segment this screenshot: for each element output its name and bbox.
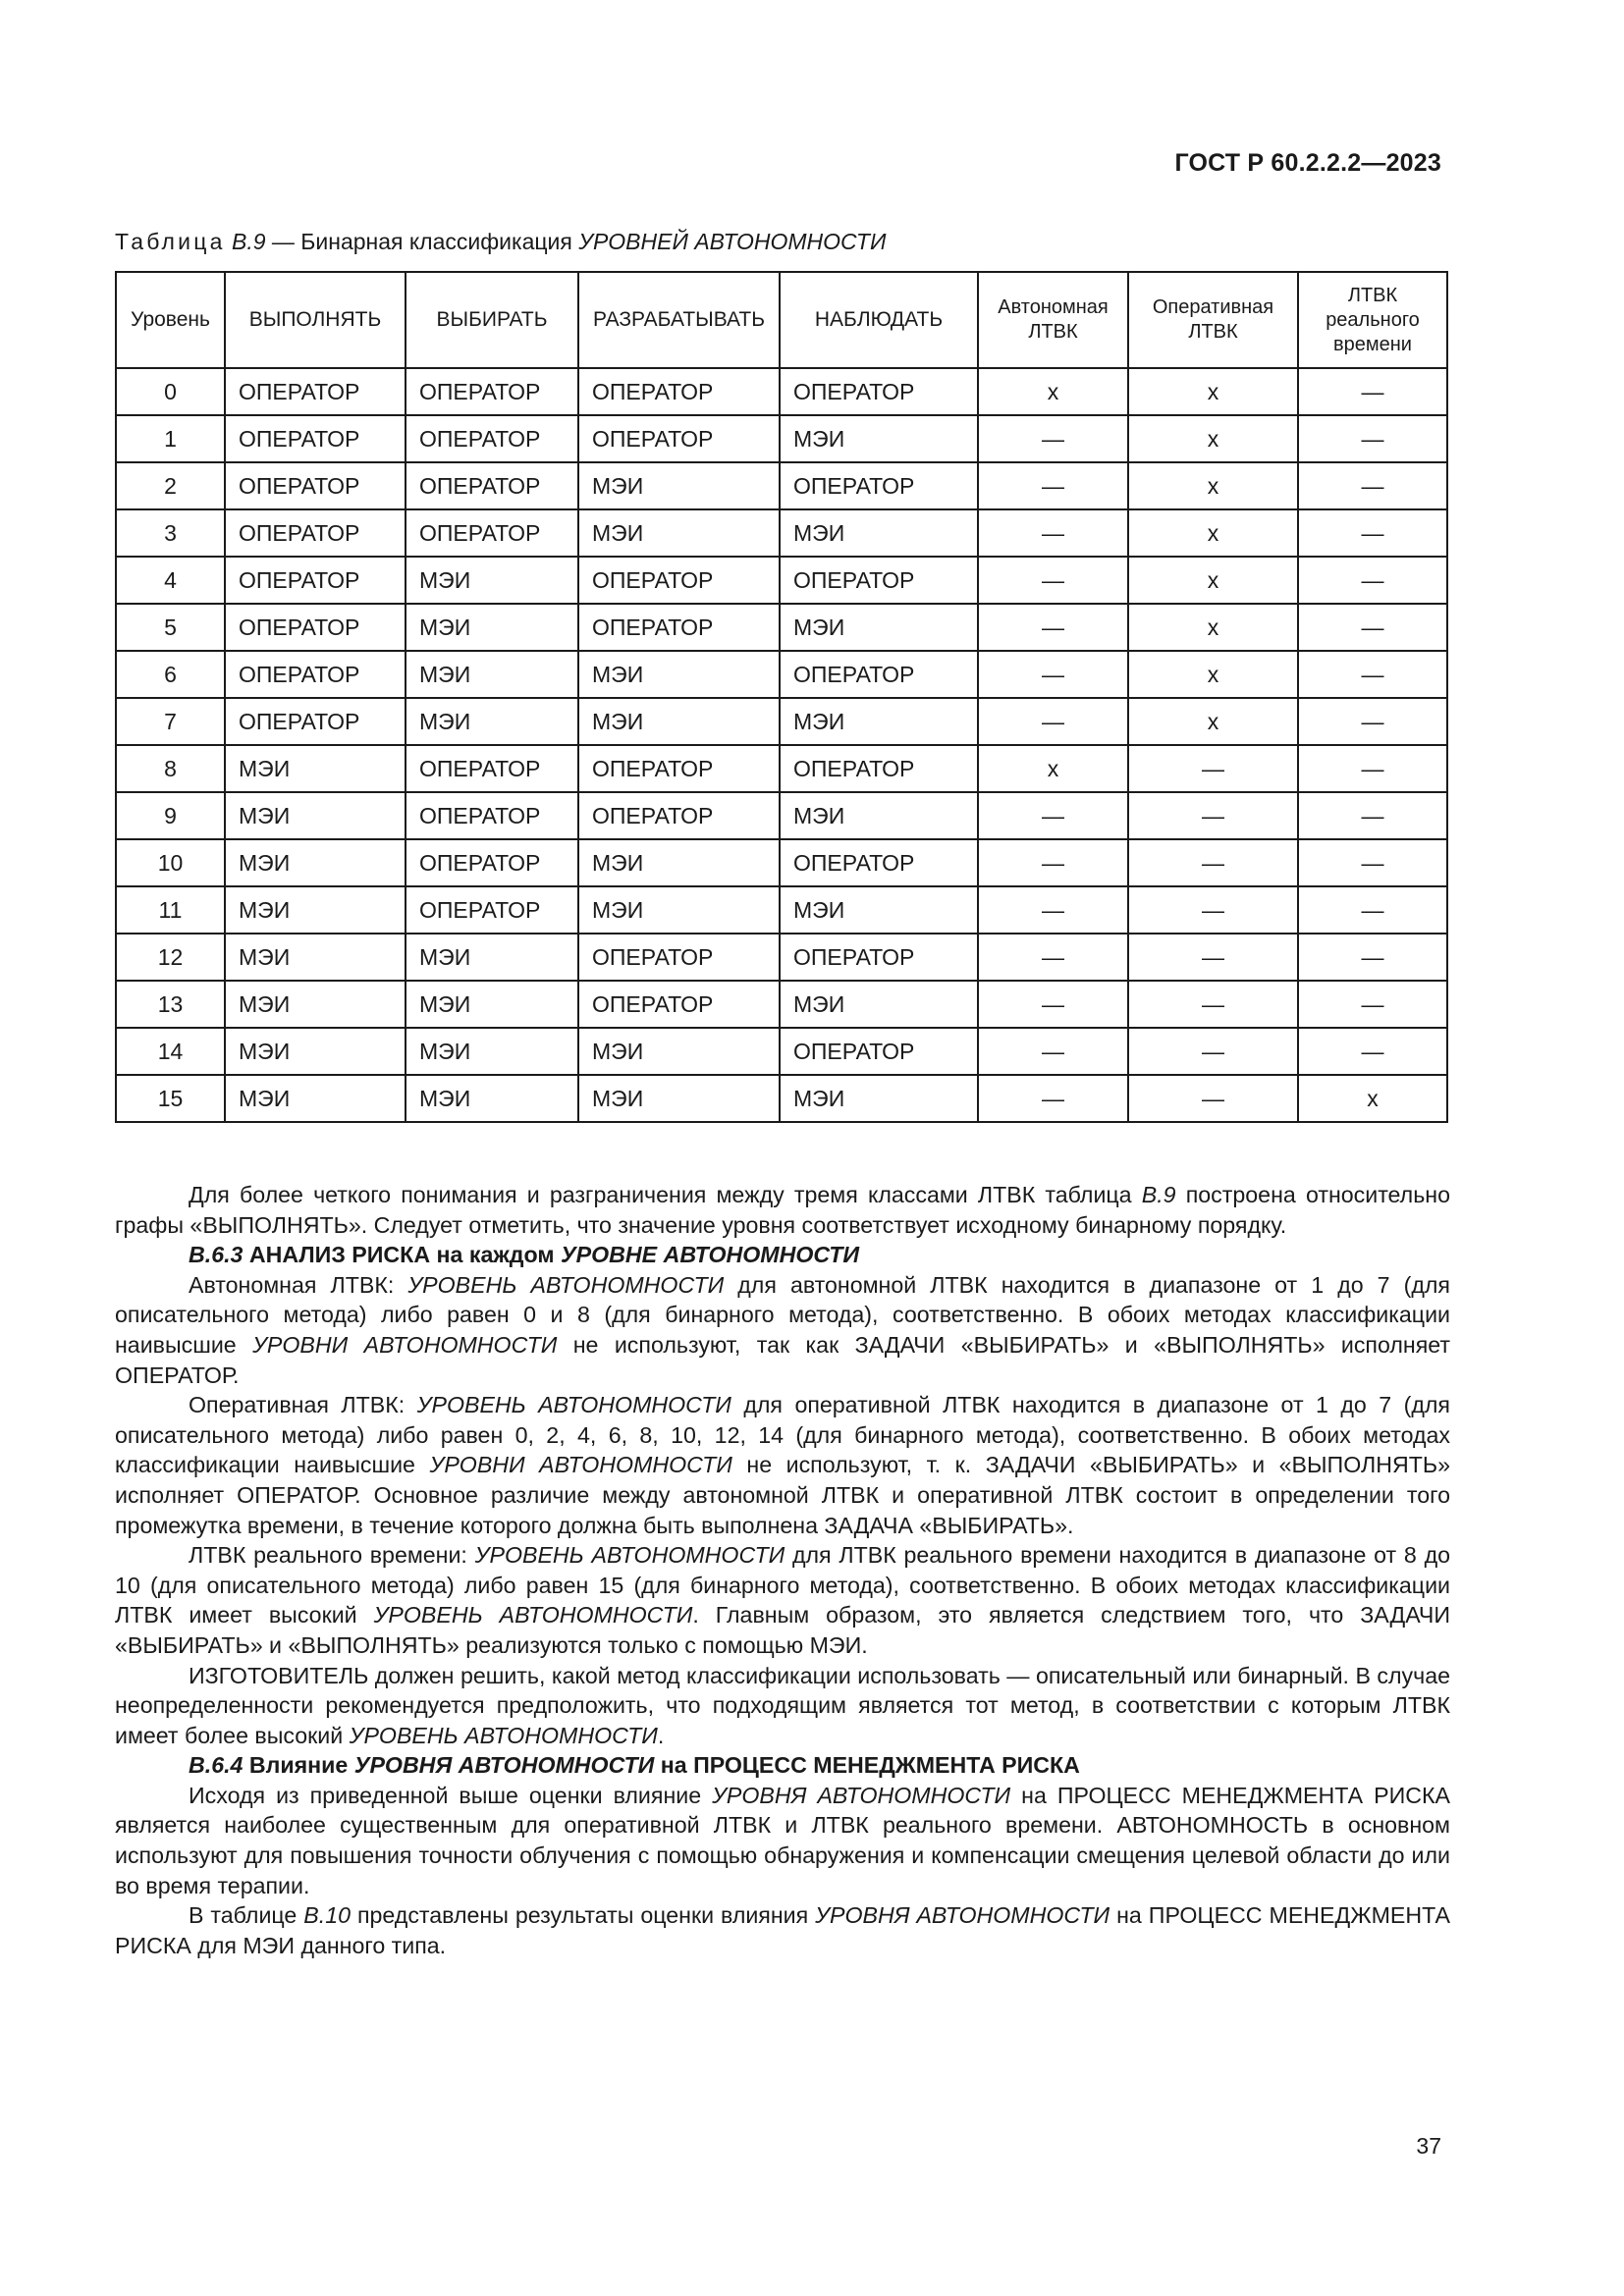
cell-select: МЭИ [406,1075,578,1122]
col-header-develop: РАЗРАБАТЫВАТЬ [578,272,780,368]
cell-observe: ОПЕРАТОР [780,839,978,886]
italic-term: B.9 [1141,1182,1176,1207]
page-number: 37 [1416,2133,1441,2159]
text-run: Исходя из приведенной выше оценки влияние [189,1782,713,1808]
cell-observe: МЭИ [780,604,978,651]
cell-autonomous: — [978,839,1128,886]
cell-select: ОПЕРАТОР [406,745,578,792]
cell-autonomous: — [978,1028,1128,1075]
section-heading [115,1240,1450,1270]
cell-observe: ОПЕРАТОР [780,1028,978,1075]
col-header-autonomous: Автономная ЛТВК [978,272,1128,368]
cell-level: 8 [116,745,225,792]
cell-operative: — [1128,792,1298,839]
italic-term: УРОВНЕ АВТОНОМНОСТИ [560,1242,860,1268]
cell-select: ОПЕРАТОР [406,415,578,462]
table-caption-text: — Бинарная классификация [265,229,579,254]
cell-execute: МЭИ [225,1075,406,1122]
cell-execute: ОПЕРАТОР [225,509,406,557]
cell-operative: x [1128,509,1298,557]
paragraph [115,1540,1450,1660]
text-run: на ПРОЦЕСС МЕНЕДЖМЕНТА РИСКА является наиболее существенным для оперативной ЛТВК и ЛТВК реального времени. АВТОНОМНОСТЬ в основном используют для повышения точности облучения с помощью обнаружения и компенсации смещения целевой области до или во время терапии. [115,1782,1450,1898]
cell-select: МЭИ [406,1028,578,1075]
text-run: Автономная ЛТВК: [189,1271,408,1298]
cell-level: 12 [116,934,225,981]
cell-operative: — [1128,745,1298,792]
table-row [116,557,1447,604]
text-run: на ПРОЦЕСС МЕНЕДЖМЕНТА РИСКА [654,1752,1080,1779]
cell-develop: МЭИ [578,1028,780,1075]
cell-realtime: — [1298,698,1447,745]
italic-term: УРОВЕНЬ АВТОНОМНОСТИ [407,1271,725,1298]
cell-execute: ОПЕРАТОР [225,698,406,745]
text-run: Влияние [243,1752,354,1779]
cell-select: ОПЕРАТОР [406,792,578,839]
cell-execute: МЭИ [225,981,406,1028]
cell-develop: МЭИ [578,839,780,886]
text-run: построена относительно графы «ВЫПОЛНЯТЬ». Следует отметить, что значение уровня соответствует исходному бинарному порядку. [115,1182,1450,1238]
cell-develop: МЭИ [578,698,780,745]
col-header-level: Уровень [116,272,225,368]
table-row [116,886,1447,934]
cell-select: МЭИ [406,651,578,698]
cell-autonomous: — [978,886,1128,934]
italic-term: УРОВЕНЬ АВТОНОМНОСТИ [349,1722,658,1748]
cell-operative: x [1128,368,1298,415]
italic-term: B.10 [303,1902,351,1929]
text-run: ЛТВК реального времени: [189,1542,475,1569]
cell-operative: x [1128,557,1298,604]
section-heading [115,1750,1450,1781]
italic-term: B.6.3 [189,1242,244,1268]
classification-table [115,271,1448,1123]
table-row [116,934,1447,981]
cell-observe: МЭИ [780,792,978,839]
italic-term: УРОВНЯ АВТОНОМНОСТИ [353,1752,655,1779]
table-row [116,462,1447,509]
cell-realtime: — [1298,981,1447,1028]
cell-execute: МЭИ [225,839,406,886]
cell-operative: x [1128,462,1298,509]
italic-term: УРОВНИ АВТОНОМНОСТИ [252,1331,558,1358]
cell-realtime: — [1298,557,1447,604]
cell-level: 6 [116,651,225,698]
cell-develop: ОПЕРАТОР [578,934,780,981]
text-run: ИЗГОТОВИТЕЛЬ должен решить, какой метод классификации использовать — описательный или бинарный. В случае неопределенности рекомендуется предположить, что подходящим является тот метод, в соответствии с которым ЛТВК имеет более высокий [115,1662,1450,1748]
cell-select: МЭИ [406,934,578,981]
table-row [116,604,1447,651]
cell-level: 10 [116,839,225,886]
cell-select: ОПЕРАТОР [406,509,578,557]
cell-level: 11 [116,886,225,934]
table-body [116,368,1447,1122]
text-run: В таблице [189,1902,304,1929]
cell-realtime: — [1298,792,1447,839]
cell-observe: МЭИ [780,981,978,1028]
cell-autonomous: x [978,745,1128,792]
cell-autonomous: x [978,368,1128,415]
italic-term: УРОВЕНЬ АВТОНОМНОСТИ [416,1392,731,1418]
cell-operative: x [1128,651,1298,698]
paragraph [115,1781,1450,1900]
cell-select: ОПЕРАТОР [406,886,578,934]
cell-operative: x [1128,698,1298,745]
cell-observe: МЭИ [780,415,978,462]
cell-autonomous: — [978,651,1128,698]
table-header-row [116,272,1447,368]
cell-execute: ОПЕРАТОР [225,368,406,415]
cell-realtime: — [1298,1028,1447,1075]
cell-realtime: — [1298,462,1447,509]
table-caption-prefix: Таблица [115,229,226,254]
cell-execute: МЭИ [225,1028,406,1075]
text-run: на ПРОЦЕСС МЕНЕДЖМЕНТА РИСКА для МЭИ данного типа. [115,1902,1450,1958]
table-row [116,368,1447,415]
col-header-observe: НАБЛЮДАТЬ [780,272,978,368]
cell-develop: ОПЕРАТОР [578,368,780,415]
cell-level: 7 [116,698,225,745]
cell-execute: ОПЕРАТОР [225,651,406,698]
cell-observe: ОПЕРАТОР [780,462,978,509]
paragraph [115,1661,1450,1751]
text-run: не используют, т. к. ЗАДАЧИ «ВЫБИРАТЬ» и «ВЫПОЛНЯТЬ» исполняет ОПЕРАТОР. Основное различие между автономной ЛТВК и оперативной ЛТВК состоит в определении того промежутка времени, в течение которого должна быть выполнена ЗАДАЧА «ВЫБИРАТЬ». [115,1452,1450,1538]
cell-autonomous: — [978,1075,1128,1122]
cell-operative: x [1128,415,1298,462]
cell-realtime: — [1298,651,1447,698]
table-row [116,698,1447,745]
body-text [115,1180,1450,1960]
text-run: для ЛТВК реального времени находится в диапазоне от 8 до 10 (для описательного метода) либо равен 15 (для бинарного метода), соответственно. В обоих методах классификации ЛТВК имеет высокий [115,1542,1450,1629]
table-caption-ref: B.9 [231,229,266,254]
cell-develop: ОПЕРАТОР [578,792,780,839]
cell-level: 3 [116,509,225,557]
text-run: для оперативной ЛТВК находится в диапазоне от 1 до 7 (для описательного метода) либо равен 0, 2, 4, 6, 8, 10, 12, 14 (для бинарного метода), соответственно. В обоих методах классификации наивысшие [115,1392,1450,1478]
cell-operative: — [1128,1028,1298,1075]
cell-operative: x [1128,604,1298,651]
paragraph [115,1900,1450,1960]
cell-observe: ОПЕРАТОР [780,934,978,981]
cell-select: ОПЕРАТОР [406,368,578,415]
italic-term: B.6.4 [189,1752,244,1779]
cell-realtime: — [1298,509,1447,557]
col-header-select: ВЫБИРАТЬ [406,272,578,368]
paragraph [115,1390,1450,1540]
text-run: для автономной ЛТВК находится в диапазоне от 1 до 7 (для описательного метода) либо равен 0 и 8 (для бинарного метода), соответственно. В обоих методах классификации наивысшие [115,1271,1450,1358]
cell-observe: ОПЕРАТОР [780,368,978,415]
cell-level: 1 [116,415,225,462]
cell-select: МЭИ [406,557,578,604]
cell-realtime: — [1298,368,1447,415]
table-row [116,839,1447,886]
cell-develop: ОПЕРАТОР [578,604,780,651]
cell-select: ОПЕРАТОР [406,462,578,509]
cell-execute: МЭИ [225,934,406,981]
cell-operative: — [1128,981,1298,1028]
cell-realtime: — [1298,886,1447,934]
cell-observe: МЭИ [780,698,978,745]
cell-realtime: — [1298,839,1447,886]
cell-realtime: — [1298,415,1447,462]
cell-level: 2 [116,462,225,509]
table-caption-italic: УРОВНЕЙ АВТОНОМНОСТИ [578,229,887,254]
table-row [116,509,1447,557]
cell-autonomous: — [978,698,1128,745]
italic-term: УРОВНИ АВТОНОМНОСТИ [429,1452,732,1478]
cell-develop: ОПЕРАТОР [578,415,780,462]
italic-term: УРОВЕНЬ АВТОНОМНОСТИ [373,1602,693,1629]
cell-autonomous: — [978,981,1128,1028]
col-header-execute: ВЫПОЛНЯТЬ [225,272,406,368]
cell-level: 4 [116,557,225,604]
col-header-realtime: ЛТВК реального времени [1298,272,1447,368]
paragraph [115,1180,1450,1240]
cell-execute: ОПЕРАТОР [225,604,406,651]
cell-autonomous: — [978,557,1128,604]
cell-observe: ОПЕРАТОР [780,557,978,604]
cell-autonomous: — [978,415,1128,462]
cell-execute: МЭИ [225,886,406,934]
italic-term: УРОВЕНЬ АВТОНОМНОСТИ [474,1542,785,1569]
cell-select: МЭИ [406,981,578,1028]
cell-level: 14 [116,1028,225,1075]
cell-autonomous: — [978,934,1128,981]
cell-develop: МЭИ [578,886,780,934]
cell-select: МЭИ [406,698,578,745]
cell-execute: ОПЕРАТОР [225,462,406,509]
table-row [116,415,1447,462]
cell-develop: МЭИ [578,651,780,698]
cell-realtime: x [1298,1075,1447,1122]
text-run: . Главным образом, это является следствием того, что ЗАДАЧИ «ВЫБИРАТЬ» и «ВЫПОЛНЯТЬ» реализуются только с помощью МЭИ. [115,1602,1450,1658]
text-run: представлены результаты оценки влияния [351,1902,816,1929]
table-row [116,981,1447,1028]
document-id: ГОСТ Р 60.2.2.2—2023 [1174,149,1441,177]
cell-select: ОПЕРАТОР [406,839,578,886]
col-header-operative: Оперативная ЛТВК [1128,272,1298,368]
cell-observe: ОПЕРАТОР [780,651,978,698]
paragraph [115,1270,1450,1390]
text-run: . [657,1722,665,1748]
table-row [116,651,1447,698]
cell-autonomous: — [978,792,1128,839]
cell-develop: МЭИ [578,462,780,509]
cell-realtime: — [1298,604,1447,651]
cell-observe: МЭИ [780,886,978,934]
text-run: АНАЛИЗ РИСКА на каждом [243,1242,561,1268]
table-row [116,1075,1447,1122]
cell-operative: — [1128,839,1298,886]
cell-operative: — [1128,1075,1298,1122]
table-row [116,745,1447,792]
cell-observe: ОПЕРАТОР [780,745,978,792]
text-run: не используют, так как ЗАДАЧИ «ВЫБИРАТЬ» и «ВЫПОЛНЯТЬ» исполняет ОПЕРАТОР. [115,1331,1451,1388]
cell-develop: ОПЕРАТОР [578,981,780,1028]
italic-term: УРОВНЯ АВТОНОМНОСТИ [815,1902,1110,1929]
cell-observe: МЭИ [780,1075,978,1122]
cell-level: 0 [116,368,225,415]
cell-develop: ОПЕРАТОР [578,557,780,604]
cell-execute: МЭИ [225,792,406,839]
cell-autonomous: — [978,462,1128,509]
cell-execute: ОПЕРАТОР [225,415,406,462]
cell-operative: — [1128,886,1298,934]
table-caption [115,229,886,255]
cell-level: 9 [116,792,225,839]
cell-level: 5 [116,604,225,651]
cell-develop: ОПЕРАТОР [578,745,780,792]
cell-realtime: — [1298,745,1447,792]
table-row [116,792,1447,839]
cell-level: 13 [116,981,225,1028]
cell-operative: — [1128,934,1298,981]
text-run: Оперативная ЛТВК: [189,1392,417,1418]
cell-level: 15 [116,1075,225,1122]
cell-observe: МЭИ [780,509,978,557]
cell-autonomous: — [978,509,1128,557]
cell-execute: ОПЕРАТОР [225,557,406,604]
cell-realtime: — [1298,934,1447,981]
cell-autonomous: — [978,604,1128,651]
cell-select: МЭИ [406,604,578,651]
italic-term: УРОВНЯ АВТОНОМНОСТИ [712,1782,1011,1808]
table-row [116,1028,1447,1075]
text-run: Для более четкого понимания и разграничения между тремя классами ЛТВК таблица [189,1182,1142,1207]
cell-develop: МЭИ [578,1075,780,1122]
cell-execute: МЭИ [225,745,406,792]
cell-develop: МЭИ [578,509,780,557]
